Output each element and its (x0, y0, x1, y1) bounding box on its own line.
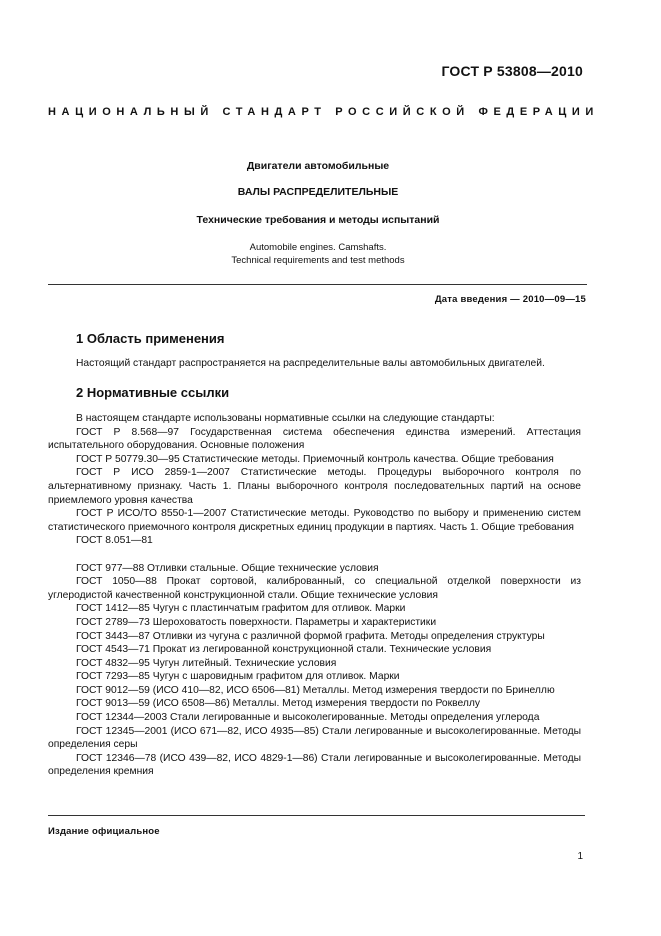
title-line-1: Двигатели автомобильные (246, 160, 390, 172)
reference-item: ГОСТ 12346—78 (ИСО 439—82, ИСО 4829-1—86) Стали легированные и высоколегированные. Методы определения кремния (48, 752, 581, 778)
national-standard-banner: НАЦИОНАЛЬНЫЙ СТАНДАРТ РОССИЙСКОЙ ФЕДЕРАЦИИ (48, 106, 599, 118)
title-divider (48, 284, 587, 285)
reference-gap (48, 548, 581, 562)
references-list (48, 412, 581, 779)
reference-item: ГОСТ Р ИСО/ТО 8550-1—2007 Статистические методы. Руководство по выбору и применению систем статистического приемочного контроля дискретных единиц продукции в партиях. Часть 1. Общие требования (48, 508, 581, 533)
reference-item: ГОСТ 12344—2003 Стали легированные и высоколегированные. Методы определения углерода (76, 712, 540, 724)
reference-item: ГОСТ 3443—87 Отливки из чугуна с различной формой графита. Методы определения структуры (76, 630, 545, 642)
reference-item: ГОСТ 1050—88 Прокат сортовой, калиброванный, со специальной отделкой поверхности из углеродистой качественной конструкционной стали. Общие технические условия (48, 576, 581, 601)
footer-divider (48, 815, 585, 816)
reference-item: ГОСТ 1412—85 Чугун с пластинчатым графитом для отливок. Марки (76, 603, 406, 615)
reference-item: ГОСТ 9012—59 (ИСО 410—82, ИСО 6506—81) Металлы. Метод измерения твердости по Бринеллю (76, 684, 555, 696)
reference-item: ГОСТ Р 8.568—97 Государственная система обеспечения единства измерений. Аттестация испытательного оборудования. Основные положения (48, 426, 581, 452)
title-line-3: Технические требования и методы испытаний (196, 214, 440, 226)
reference-item: ГОСТ Р 50779.30—95 Статистические методы. Приемочный контроль качества. Общие требования (76, 453, 554, 465)
title-english-2: Technical requirements and test methods (231, 255, 405, 266)
title-english-1: Automobile engines. Camshafts. (249, 242, 387, 253)
page-number: 1 (577, 851, 583, 862)
section-2-heading: 2 Нормативные ссылки (76, 385, 230, 400)
reference-item: ГОСТ 2789—73 Шероховатость поверхности. Параметры и характеристики (76, 616, 437, 628)
reference-item: ГОСТ 8.051—81 (76, 535, 153, 547)
reference-item: ГОСТ 977—88 Отливки стальные. Общие технические условия (76, 562, 379, 574)
effective-date: Дата введения — 2010—09—15 (434, 294, 586, 305)
reference-item: ГОСТ 12345—2001 (ИСО 671—82, ИСО 4935—85) Стали легированные и высоколегированные. Методы определения серы (48, 725, 581, 751)
reference-item: ГОСТ 9013—59 (ИСО 6508—86) Металлы. Метод измерения твердости по Роквеллу (76, 698, 481, 710)
document-number: ГОСТ Р 53808—2010 (441, 63, 583, 79)
reference-item: ГОСТ Р ИСО 2859-1—2007 Статистические методы. Процедуры выборочного контроля по альтернативному признаку. Часть 1. Планы выборочного контроля последовательных партий на основе приемлемого уровня качества (48, 467, 581, 506)
title-line-2: ВАЛЫ РАСПРЕДЕЛИТЕЛЬНЫЕ (237, 186, 399, 198)
section-1-heading: 1 Область применения (76, 331, 225, 346)
references-intro: В настоящем стандарте использованы нормативные ссылки на следующие стандарты: (76, 413, 495, 424)
reference-item: ГОСТ 4543—71 Прокат из легированной конструкционной стали. Технические условия (76, 644, 492, 656)
reference-item: ГОСТ 7293—85 Чугун с шаровидным графитом для отливок. Марки (76, 671, 400, 683)
reference-item: ГОСТ 4832—95 Чугун литейный. Технические условия (76, 657, 337, 669)
section-1-text: Настоящий стандарт распространяется на распределительные валы автомобильных двигателей. (76, 358, 545, 369)
edition-note: Издание официальное (48, 826, 160, 837)
